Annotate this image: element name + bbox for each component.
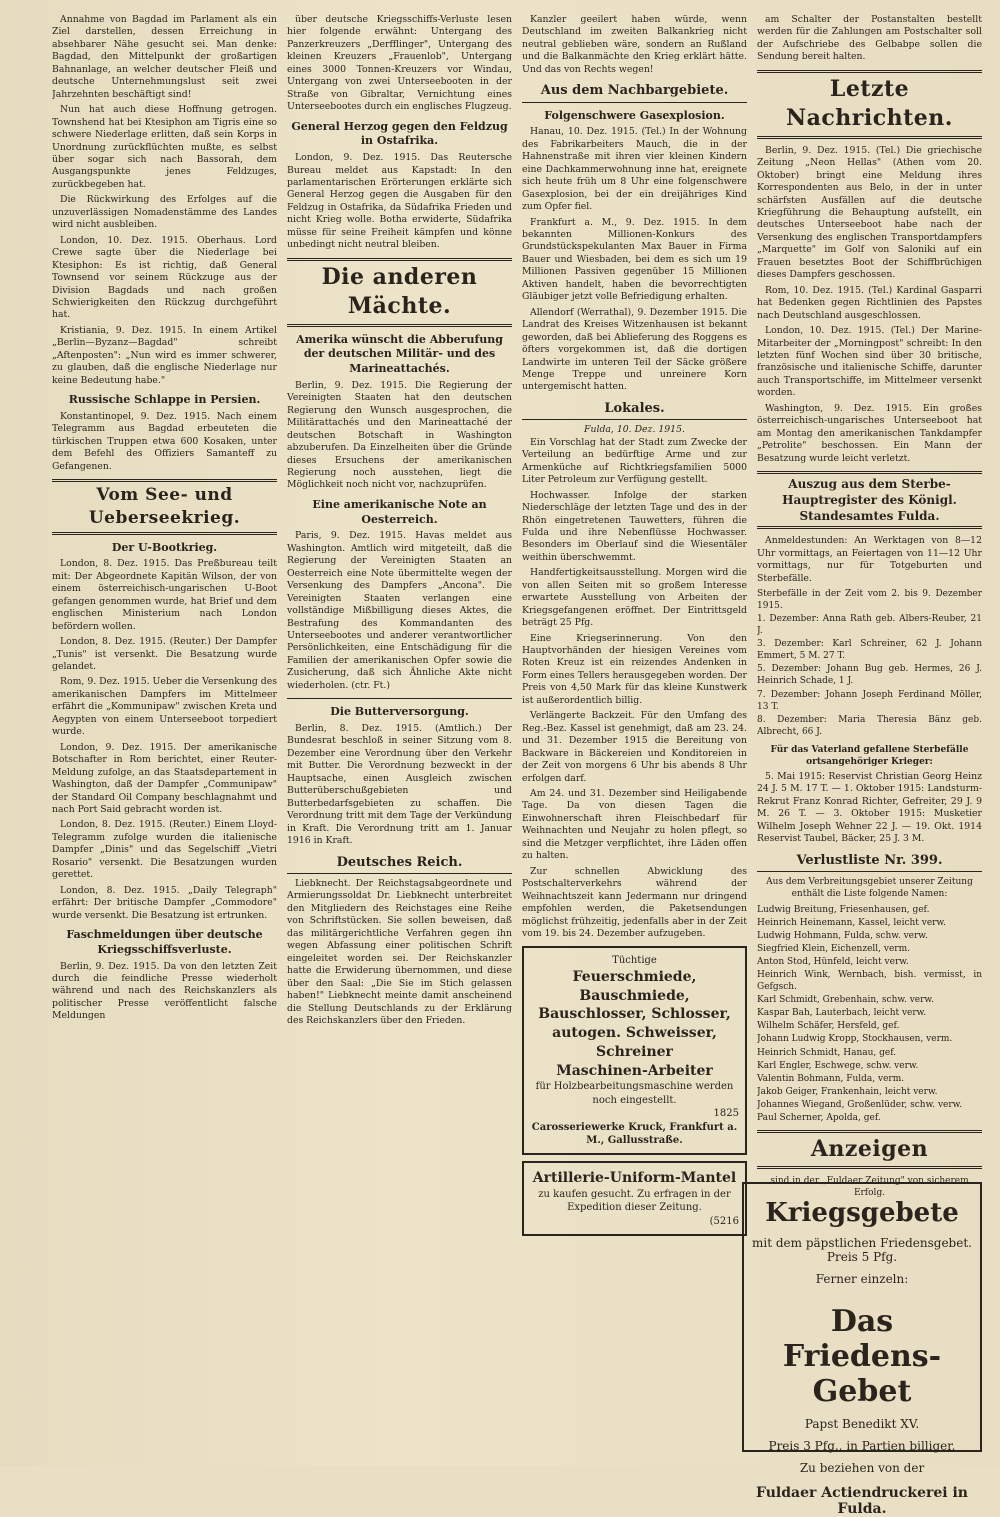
article-paragraph: am Schalter der Postanstalten bestellt werden für die Zahlungen am Postschalter soll der Aufschriebe des Gelbabpe sollen die Sendung bereit halten. <box>757 14 982 63</box>
casualty-list-note: Aus dem Verbreitungsgebiet unserer Zeitung enthält die Liste folgende Namen: <box>766 876 973 899</box>
ad-line: Tüchtige <box>612 955 657 967</box>
list-item: Karl Engler, Eschwege, schw. verw. <box>757 1060 919 1071</box>
list-item: 1. Dezember: Anna Rath geb. Albers-Reuber, 21 J. <box>757 614 982 637</box>
list-item: 5. Dezember: Johann Bug geb. Hermes, 26 J. Heinrich Schade, 1 J. <box>757 664 982 687</box>
list-item: Heinrich Wink, Wernbach, bish. vermisst, in Gefgsch. <box>757 970 982 993</box>
ad-code: 1825 <box>713 1108 739 1120</box>
list-item: Paul Scherner, Apolda, gef. <box>757 1112 881 1123</box>
news-item: London, 10. Dez. 1915. (Tel.) Der Marine-Mitarbeiter der „Morningpost" schreibt: In den letzten fünf Wochen sind über 30 britische, französische und italienische Schiffe, darunter auch Transportschiffe, im Mittelmeer versenkt worden. <box>757 325 982 399</box>
news-item: Verlängerte Backzeit. Für den Umfang des Reg.-Bez. Kassel ist genehmigt, daß am 23. 24. und 31. Dezember 1915 die Bereitung von Backware in Bäckereien und Konditoreien in der Zeit von morgens 6 Uhr bis abends 8 Uhr erfolgen darf. <box>522 710 747 784</box>
ad-line: Ferner einzeln: <box>815 1272 909 1286</box>
list-item: Heinrich Heinemann, Kassel, leicht verw. <box>757 918 946 929</box>
news-item: London, 8. Dez. 1915. (Reuter.) Der Dampfer „Tunis" ist versenkt. Die Besatzung wurde gelandet. <box>52 636 277 673</box>
prayer-book-advertisement <box>742 1182 982 1517</box>
section-heading: Deutsches Reich. <box>287 854 512 874</box>
list-item: Valentin Bohmann, Fulda, verm. <box>757 1073 905 1084</box>
ad-headline: Das Friedens-Gebet <box>782 1304 942 1409</box>
news-item: Rom, 10. Dez. 1915. (Tel.) Kardinal Gasparri hat Bedenken gegen Richtlinien des Papstes nach Deutschland ausgeschlossen. <box>757 284 982 321</box>
job-advertisement <box>522 946 747 1155</box>
ad-line: Papst Benedikt XV. <box>804 1417 920 1431</box>
subheading: Eine amerikanische Note an Oesterreich. <box>312 497 487 526</box>
news-item: Berlin, 9. Dez. 1915. Da von den letzten Zeit durch die feindliche Presse wiederholt während und nach des Reichskanzlers als politischer Presse veröffentlicht falsche Meldungen <box>52 960 277 1022</box>
news-item: Eine Kriegserinnerung. Von den Hauptvorhänden der hiesigen Vereines vom Roten Kreuz ist ein reizendes Andenken in Form eines Tellers herausgegeben worden. Der Preis von 4,50 Mark für das kleine Kunstwerk ist außerordentlich billig. <box>522 632 747 706</box>
section-heading: Lokales. <box>522 400 747 420</box>
list-item: Ludwig Hohmann, Fulda, schw. verw. <box>757 931 928 942</box>
news-item: Berlin, 9. Dez. 1915. (Tel.) Die griechische Zeitung „Neon Hellas" (Athen vom 20. Oktober) bringt eine Meldung ihres Korrespondenten aus Belo, in der in unter schärfsten Ausfällen auf die deutsche Kriegführung die Behauptung aufstellt, ein deutsches Unterseeboot habe nach der Versenkung des englischen Transportdampfers „Marquette" im Golf von Saloniki auf ein Frauen besetztes Boot der Schiffbrüchigen dieses Dampfers geschossen. <box>757 144 982 281</box>
list-item: 8. Dezember: Maria Theresia Bänz geb. Albrecht, 66 J. <box>757 714 982 737</box>
list-item: Wilhelm Schäfer, Hersfeld, gef. <box>757 1021 900 1032</box>
ad-line: Maschinen-Arbeiter <box>556 1062 713 1079</box>
news-item: Berlin, 9. Dez. 1915. Die Regierung der Vereinigten Staaten hat den deutschen Regierung den Wunsch ausgesprochen, die Militärattachés und den Marineattaché der deutschen Botschaft in Washington abzuberufen. Da Einzelheiten über die Gründe dieses Ersuchens der amerikanischen Regierung noch ausstehen, liegt die Möglichkeit noch nicht vor, nachzuprüfen. <box>287 379 512 491</box>
ad-line: Feuerschmiede, Bauschmiede, Bauschlosser, Schlosser, autogen. Schweisser, Schreiner <box>538 968 731 1060</box>
list-item: Karl Schmidt, Grebenhain, schw. verw. <box>757 995 934 1006</box>
news-item: Paris, 9. Dez. 1915. Havas meldet aus Washington. Amtlich wird mitgeteilt, daß die Regierung der Vereinigten Staaten an Oesterreich eine Note übermittelte wegen der Versenkung des Dampfers „Ancona". Die Vereinigten Staaten verlangen eine vollständige Mißbilligung dieses Aktes, die Bestrafung des Kommandanten des Unterseebootes und anderer verantwortlicher Persönlichkeiten, eine Entschädigung für die Familien der amerikanischen Opfer sowie die Zusicherung, daß sich Ähnliche Akte nicht wiederholen. (ctr. Ft.) <box>287 530 512 691</box>
news-item: Berlin, 8. Dez. 1915. (Amtlich.) Der Bundesrat beschloß in seiner Sitzung vom 8. Dezember eine Verordnung über den Verkehr mit Butter. Die Verordnung bezweckt in der Hauptsache, einen Ausgleich zwischen Butterüberschußgebieten und Butterbedarfsgebieten zu schaffen. Die Verordnung tritt mit dem Tage der Verkündung in Kraft. Die Verordnung tritt am 1. Januar 1916 in Kraft. <box>287 723 512 847</box>
news-item: Ein Vorschlag hat der Stadt zum Zwecke der Verteilung an bedürftige Arme und zur Armenküche auf Richtkriegsfamilien 5000 Liter Petroleum zur Verfügung gestellt. <box>522 436 747 486</box>
subheading: Für das Vaterland gefallene Sterbefälle ortsangehöriger Krieger: <box>770 744 969 767</box>
list-item: Anton Stod, Hünfeld, leicht verw. <box>757 957 909 968</box>
list-item: 7. Dezember: Johann Joseph Ferdinand Möller, 13 T. <box>757 689 982 712</box>
news-item: London, 8. Dez. 1915. (Reuter.) Einem Lloyd-Telegramm zufolge wurden die italienische Dampfer „Dinis" und das Segelschiff „Vietri Rosario" versenkt. Die Besatzungen wurden gerettet. <box>52 819 277 881</box>
list-item: 3. Dezember: Karl Schreiner, 62 J. Johann Emmert, 5 M. 27 T. <box>757 639 982 662</box>
news-item: Hochwasser. Infolge der starken Niederschläge der letzten Tage und des in der Rhön eingetretenen Tauwetters, führen die Fulda und ihre Nebenflüsse Hochwasser. Besonders im Oberlauf sind die Wiesentäler weithin überschwemmt. <box>522 489 747 563</box>
subheading: Der U-Bootkrieg. <box>111 540 218 554</box>
subheading: Faschmeldungen über deutsche Kriegsschiffsverluste. <box>66 928 263 956</box>
article-paragraph: Nun hat auch diese Hoffnung getrogen. Townshend hat bei Ktesiphon am Tigris eine so schwere Niederlage erlitten, daß sein Korps in Unordnung zurückflüchten mußte, es selbst über sogar sich nach Bassorah, dem Ausgangspunkte jenes Feldzuges, zurückbegeben hat. <box>52 104 277 190</box>
list-item: Heinrich Schmidt, Hanau, gef. <box>757 1047 897 1058</box>
section-heading: Vom See- und Ueberseekrieg. <box>52 479 277 535</box>
news-item: Am 24. und 31. Dezember sind Heiligabende Tage. Da von diesen Tagen die Einwohnerschaft ihren Fleischbedarf für Weihnachten und Neujahr zu holen pflegt, so sind die Metzger verpflichtet, ihre Läden offen zu halten. <box>522 788 747 862</box>
article-paragraph: Annahme von Bagdad im Parlament als ein Ziel darstellen, dessen Erreichung in absehbarer Nähe gesucht sei. Man denke: Bagdad, den Mittelpunkt der großartigen Bahnanlage, an welcher deutscher Fleiß und deutsche Unternehmungslust seit zwei Jahrzehnten beschäftigt sind! <box>52 14 277 100</box>
register-heading: Auszug aus dem Sterbe-Hauptregister des Königl. Standesamtes Fulda. <box>757 471 982 529</box>
dateline: Fulda, 10. Dez. 1915. <box>584 424 685 436</box>
ads-heading: Anzeigen <box>757 1130 982 1169</box>
news-item: Rom, 9. Dez. 1915. Ueber die Versenkung des amerikanischen Dampfers im Mittelmeer erfährt die „Kommunipaw" zwischen Kreta und Aegypten von einem Unterseeboot torpediert wurde. <box>52 676 277 738</box>
death-register-list <box>757 588 982 738</box>
casualty-list-heading: Verlustliste Nr. 399. <box>757 852 982 872</box>
news-item: Handfertigkeitsausstellung. Morgen wird die von allen Seiten mit so großem Interesse erwartete Ausstellung von Arbeiten der Kriegsgefangenen eröffnet. Der Eintrittsgeld beträgt 25 Pfg. <box>522 567 747 629</box>
article-paragraph: über deutsche Kriegsschiffs-Verluste lesen hier folgende erwähnt: Untergang des Panzerkreuzers „Derfflinger", Untergang des kleinen Kreuzers „Frauenlob", Untergang eines 3000 Tonnen-Kreuzers vor Windau, Untergang von zwei Unterseebooten in der Straße von Gibraltar, Vernichtung eines Unterseebootes durch ein englisches Flugzeug. <box>287 14 512 113</box>
news-item: 5. Mai 1915: Reservist Christian Georg Heinz 24 J. 5 M. 17 T. — 1. Oktober 1915: Landsturm-Rekrut Franz Konrad Richter, Gefreiter, 29 J. 9 M. 26 T. — 3. Oktober 1915: Musketier Wilhelm Joseph Wehner 22 J. — 19. Okt. 1914 Reservist Taubel, Bäcker, 25 J. 3 M. <box>757 770 982 845</box>
news-item: London, 9. Dez. 1915. Das Reutersche Bureau meldet aus Kapstadt: In den parlamentarischen Erörterungen erklärte sich General Herzog gegen die Ausgaben für den Feldzug in Ostafrika, da Südafrika Frieden und nicht Krieg wolle. Botha erwiderte, Südafrika müsse für seine Freiheit kämpfen und könne unbedingt nicht neutral bleiben. <box>287 152 512 251</box>
news-item: Hanau, 10. Dez. 1915. (Tel.) In der Wohnung des Fabrikarbeiters Mauch, die in der Hahnenstraße mit ihren vier kleinen Kindern eine Dachkammerwohnung inne hat, ereignete sich heute früh um 8 Uhr eine folgenschwere Gasexplosion, bei der ein dreijähriges Kind zum Opfer fiel. <box>522 126 747 213</box>
column-2 <box>287 14 512 1456</box>
ad-line: Artillerie-Uniform-Mantel <box>532 1170 737 1187</box>
ad-subtitle: mit dem päpstlichen Friedensgebet. Preis 5 Pfg. <box>752 1236 972 1264</box>
ads-subheading: sind in der „Fuldaer Zeitung" von sicherem Erfolg. <box>770 1176 969 1199</box>
ad-code: (5216 <box>709 1215 739 1227</box>
news-item: Washington, 9. Dez. 1915. Ein großes österreichisch-ungarisches Unterseeboot hat am Montag den amerikanischen Tankdampfer „Petrolite" beschossen. Ein Mann der Besatzung wurde leicht verletzt. <box>757 402 982 464</box>
ad-line: Zu beziehen von der <box>799 1461 925 1475</box>
ad-title: Kriegsgebete <box>765 1198 959 1228</box>
list-item: Kaspar Bah, Lauterbach, leicht verw. <box>757 1008 927 1019</box>
news-item: London, 8. Dez. 1915. Das Preßbureau teilt mit: Der Abgeordnete Kapitän Wilson, der von einem österreichisch-ungarischen U-Boot gefangen genommen wurde, hat Brief und dem englischen Ministerium nach London befördern wollen. <box>52 558 277 632</box>
subheading: Folgenschwere Gasexplosion. <box>544 108 725 122</box>
subheading: Russische Schlappe in Persien. <box>68 393 261 407</box>
uniform-advertisement <box>522 1161 747 1236</box>
ad-price: Preis 3 Pfg., in Partien billiger. <box>768 1439 956 1453</box>
news-item: Frankfurt a. M., 9. Dez. 1915. In dem bekannten Millionen-Konkurs des Grundstückspekulanten Max Bauer in Firma Bauer und Wiesbaden, bei dem es sich um 19 Millionen Passiven gegenüber 15 Millionen Aktiven handelt, haben die bevorrechtigten Gläubiger jetzt volle Befriedigung erhalten. <box>522 216 747 303</box>
ad-line: zu kaufen gesucht. Zu erfragen in der Expedition dieser Zeitung. <box>538 1189 731 1214</box>
ad-line: für Holzbearbeitungsmaschine werden noch eingestellt. <box>535 1081 734 1106</box>
column-1 <box>52 14 277 1456</box>
list-item: Sterbefälle in der Zeit vom 2. bis 9. Dezember 1915. <box>757 589 982 612</box>
ad-line: Carosseriewerke Kruck, Frankfurt a. M., Gallusstraße. <box>531 1121 738 1146</box>
list-item: Jakob Geiger, Frankenhain, leicht verw. <box>757 1086 938 1097</box>
ad-publisher: Fuldaer Actiendruckerei in Fulda. <box>756 1485 968 1517</box>
section-heading: Aus dem Nachbargebiete. <box>522 82 747 102</box>
section-heading: Letzte Nachrichten. <box>757 70 982 139</box>
section-heading: Die anderen Mächte. <box>287 258 512 327</box>
column-3 <box>522 14 747 1456</box>
divider <box>287 698 512 699</box>
register-note: Anmeldestunden: An Werktagen von 8—12 Uhr vormittags, an Feiertagen von 11—12 Uhr vormittags, nur für Totgeburten und Sterbefälle. <box>757 535 982 584</box>
list-item: Ludwig Breitung, Friesenhausen, gef. <box>757 905 930 915</box>
list-item: Johann Ludwig Kropp, Stockhausen, verm. <box>757 1034 953 1045</box>
casualty-list <box>757 904 982 1124</box>
news-item: Zur schnellen Abwicklung des Postschalterverkehrs während der Weihnachtszeit kann Jedermann nur dringend empfohlen werden, die Paketsendungen möglichst frühzeitig, jedenfalls aber in der Zeit vom 19. bis 24. Dezember aufzugeben. <box>522 865 747 939</box>
news-item: London, 9. Dez. 1915. Der amerikanische Botschafter in Rom berichtet, einer Reuter-Meldung zufolge, an das Staatsdepartement in Washington, daß der Dampfer „Communipaw" der Standard Oil Company beschlagnahmt und nach Port Said gebracht worden ist. <box>52 741 277 816</box>
news-item: London, 10. Dez. 1915. Oberhaus. Lord Crewe sagte über die Niederlage bei Ktesiphon: Es ist richtig, daß General Townsend vor seinem Rückzuge aus der Division Bagdads und nach großen Schwierigkeiten den Rückzug durchgeführt hat. <box>52 234 277 321</box>
news-item: Konstantinopel, 9. Dez. 1915. Nach einem Telegramm aus Bagdad erbeuteten die türkischen Truppen etwa 600 Kosaken, unter dem Befehl des Offiziers Samanteff zu Gefangenen. <box>52 410 277 472</box>
news-item: Allendorf (Werrathal), 9. Dezember 1915. Die Landrat des Kreises Witzenhausen ist bekannt geworden, daß bei Ablieferung des Roggens es öfters vorgekommen ist, daß die dortigen Landwirte im unteren Teil der Säcke größere Menge Treppe und unreinere Korn untergemischt hatten. <box>522 306 747 393</box>
news-item: Liebknecht. Der Reichstagsabgeordnete und Armierungssoldat Dr. Liebknecht unterbreitet den Mitgliedern des Reichstages eine Reihe von Schriftstücken. Sie sollen beweisen, daß das militärgerichtliche Verfahren gegen ihn wegen Abfassung einer politischen Schrift eingeleitet worden sei. Der Reichskanzler hatte die Erwiderung übernommen, und diese über den Saal: „Die Sie im Stich gelassen haben!" Liebknecht meinte damit anscheinend die Stellung Deutschlands zu der Erklärung des Reichskanzlers über den Frieden. <box>287 877 512 1026</box>
subheading: General Herzog gegen den Feldzug in Ostafrika. <box>291 119 508 148</box>
list-item: Siegfried Klein, Eichenzell, verm. <box>757 944 910 955</box>
subheading: Amerika wünscht die Abberufung der deutschen Militär- und des Marineattachés. <box>296 332 503 376</box>
article-paragraph: Kanzler geeilert haben würde, wenn Deutschland im zweiten Balkankrieg nicht neutral geblieben wäre, sondern an Rußland und die Balkanmächte den Krieg erklärt hätte. Und das von Rechts wegen! <box>522 14 747 75</box>
article-paragraph: Die Rückwirkung des Erfolges auf die unzuverlässigen Nomadenstämme des Landes wird nicht ausbleiben. <box>52 194 277 231</box>
subheading: Die Butterversorgung. <box>330 705 469 719</box>
news-item: London, 8. Dez. 1915. „Daily Telegraph" erfährt: Der britische Dampfer „Commodore" wurde versenkt. Die Besatzung ist ertrunken. <box>52 884 277 921</box>
list-item: Johannes Wiegand, Großenlüder, schw. verw. <box>757 1099 963 1110</box>
news-item: Kristiania, 9. Dez. 1915. In einem Artikel „Berlin—Byzanz—Bagdad" schreibt „Aftenposten": „Nun wird es immer schwerer, zu glauben, daß die englische Niederlage nur keine Bedeutung habe." <box>52 324 277 386</box>
